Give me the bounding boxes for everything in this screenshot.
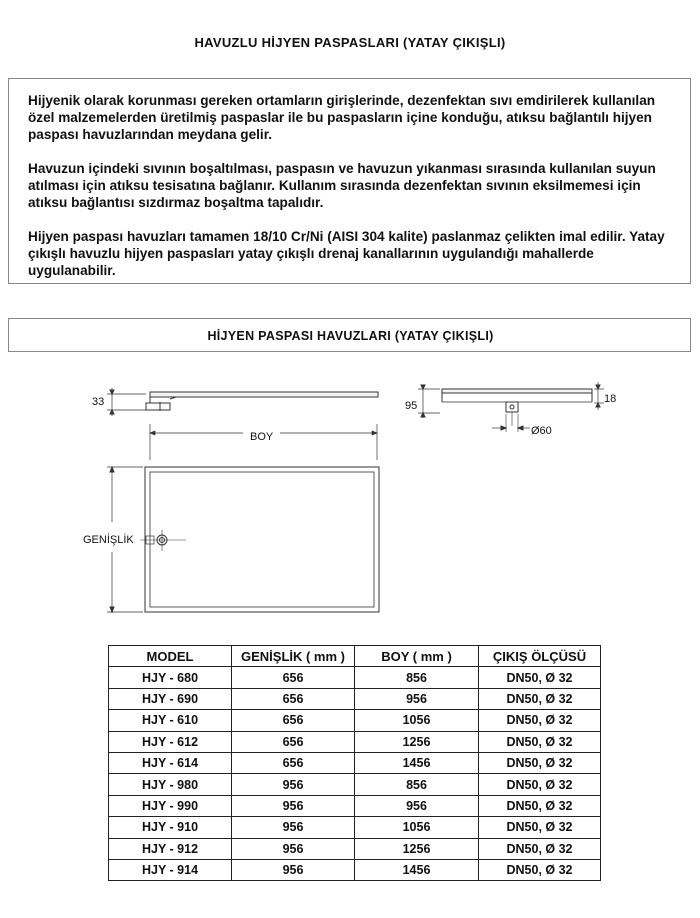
cell-model: HJY - 912 — [109, 838, 232, 859]
header-length: BOY ( mm ) — [355, 646, 479, 667]
cell-width: 956 — [232, 838, 355, 859]
cell-outlet: DN50, Ø 32 — [479, 859, 601, 880]
table-row — [109, 731, 601, 752]
cell-length: 856 — [355, 774, 479, 795]
side-view — [107, 388, 378, 416]
table-row — [109, 795, 601, 816]
cell-width: 656 — [232, 710, 355, 731]
end-view — [418, 382, 604, 432]
table-row — [109, 752, 601, 773]
cell-length: 1056 — [355, 710, 479, 731]
cell-outlet: DN50, Ø 32 — [479, 710, 601, 731]
cell-length: 1256 — [355, 731, 479, 752]
technical-drawing — [0, 370, 700, 630]
cell-outlet: DN50, Ø 32 — [479, 838, 601, 859]
cell-width: 956 — [232, 774, 355, 795]
cell-length: 1256 — [355, 838, 479, 859]
dim-33-label: 33 — [92, 396, 105, 408]
cell-model: HJY - 680 — [109, 667, 232, 688]
table-header-row — [109, 646, 601, 667]
table-row — [109, 667, 601, 688]
description-paragraph-1: Hijyenik olarak korunması gereken ortamların girişlerinde, dezenfektan sıvı emdirilerek kullanılan özel malzemelerden üretilmiş paspaslar ile bu paspasların içine konduğu, atıksu bağlantılı hijyen paspası havuzlarından meydana gelir. — [28, 93, 656, 142]
cell-width: 956 — [232, 795, 355, 816]
cell-outlet: DN50, Ø 32 — [479, 688, 601, 709]
description-paragraph-2: Havuzun içindeki sıvının boşaltılması, paspasın ve havuzun yıkanması sırasında kullanılan suyun atılması için atıksu tesisatına bağlanır. Kullanım sırasında dezenfektan sıvının eksilmemesi için atıksu bağlantısı sızdırmaz boşaltma tapalıdır. — [28, 161, 656, 210]
spec-table — [108, 645, 601, 881]
cell-width: 656 — [232, 731, 355, 752]
cell-outlet: DN50, Ø 32 — [479, 774, 601, 795]
table-row — [109, 710, 601, 731]
cell-length: 956 — [355, 795, 479, 816]
cell-length: 1456 — [355, 859, 479, 880]
table-row — [109, 838, 601, 859]
cell-model: HJY - 914 — [109, 859, 232, 880]
cell-outlet: DN50, Ø 32 — [479, 752, 601, 773]
description-box — [8, 78, 691, 284]
header-model: MODEL — [109, 646, 232, 667]
description-paragraph-3: Hijyen paspası havuzları tamamen 18/10 Cr/Ni (AISI 304 kalite) paslanmaz çelikten imal edilir. Yatay çıkışlı havuzlu hijyen paspasları yatay çıkışlı drenaj kanallarının uygulandığı mahallerde uygulanabilir. — [28, 229, 665, 278]
cell-outlet: DN50, Ø 32 — [479, 795, 601, 816]
cell-model: HJY - 614 — [109, 752, 232, 773]
cell-outlet: DN50, Ø 32 — [479, 667, 601, 688]
cell-width: 956 — [232, 859, 355, 880]
cell-width: 956 — [232, 817, 355, 838]
table-row — [109, 817, 601, 838]
cell-model: HJY - 610 — [109, 710, 232, 731]
table-row — [109, 688, 601, 709]
page-title: HAVUZLU HİJYEN PASPASLARI (YATAY ÇIKIŞLI) — [194, 35, 506, 50]
dim-95-label: 95 — [405, 400, 418, 412]
dim-boy-label: BOY — [250, 431, 274, 443]
cell-outlet: DN50, Ø 32 — [479, 817, 601, 838]
header-width: GENİŞLİK ( mm ) — [232, 646, 355, 667]
section-header-box — [8, 318, 691, 352]
plan-view — [107, 467, 379, 612]
cell-model: HJY - 990 — [109, 795, 232, 816]
cell-model: HJY - 980 — [109, 774, 232, 795]
section-title: HİJYEN PASPASI HAVUZLARI (YATAY ÇIKIŞLI) — [207, 329, 494, 343]
dim-genislik-label: GENİŞLİK — [83, 534, 134, 546]
header-outlet: ÇIKIŞ ÖLÇÜSÜ — [479, 646, 601, 667]
table-row — [109, 774, 601, 795]
cell-model: HJY - 690 — [109, 688, 232, 709]
cell-length: 1056 — [355, 817, 479, 838]
cell-length: 956 — [355, 688, 479, 709]
cell-width: 656 — [232, 688, 355, 709]
dim-diameter-label: Ø60 — [531, 425, 552, 437]
cell-model: HJY - 612 — [109, 731, 232, 752]
cell-outlet: DN50, Ø 32 — [479, 731, 601, 752]
table-row — [109, 859, 601, 880]
dim-18-label: 18 — [604, 393, 617, 405]
cell-width: 656 — [232, 752, 355, 773]
cell-length: 856 — [355, 667, 479, 688]
cell-length: 1456 — [355, 752, 479, 773]
cell-width: 656 — [232, 667, 355, 688]
cell-model: HJY - 910 — [109, 817, 232, 838]
